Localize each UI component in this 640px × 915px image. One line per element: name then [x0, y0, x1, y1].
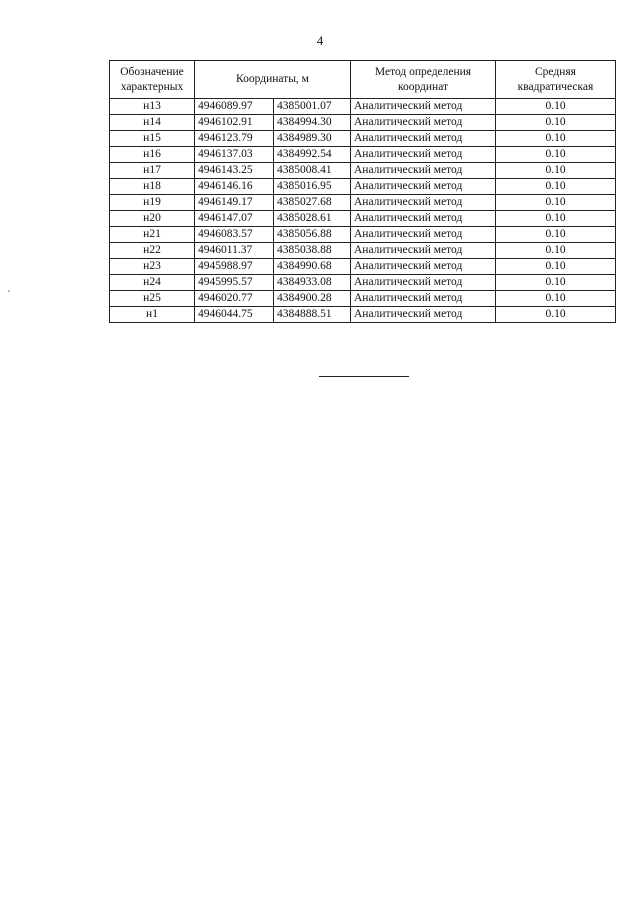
table-row	[110, 179, 616, 195]
point-cell: н22	[110, 243, 195, 259]
point-cell: н21	[110, 227, 195, 243]
method-cell: Аналитический метод	[351, 259, 496, 275]
x-coordinate-cell: 4945995.57	[195, 275, 274, 291]
x-coordinate-cell: 4946137.03	[195, 147, 274, 163]
point-cell: н25	[110, 291, 195, 307]
error-cell: 0.10	[496, 259, 616, 275]
x-coordinate-cell: 4946020.77	[195, 291, 274, 307]
method-cell: Аналитический метод	[351, 307, 496, 323]
point-cell: н24	[110, 275, 195, 291]
point-cell: н18	[110, 179, 195, 195]
point-cell: н16	[110, 147, 195, 163]
table-row	[110, 115, 616, 131]
page-number: 4	[316, 33, 324, 48]
table-row	[110, 227, 616, 243]
point-cell: н1	[110, 307, 195, 323]
y-coordinate-cell: 4384992.54	[274, 147, 351, 163]
table-row	[110, 99, 616, 115]
x-coordinate-cell: 4946143.25	[195, 163, 274, 179]
point-cell: н19	[110, 195, 195, 211]
error-cell: 0.10	[496, 291, 616, 307]
y-coordinate-cell: 4385001.07	[274, 99, 351, 115]
x-coordinate-cell: 4946149.17	[195, 195, 274, 211]
header-coordinates: Координаты, м	[195, 61, 351, 99]
error-cell: 0.10	[496, 99, 616, 115]
error-cell: 0.10	[496, 163, 616, 179]
y-coordinate-cell: 4385028.61	[274, 211, 351, 227]
x-coordinate-cell: 4946083.57	[195, 227, 274, 243]
error-cell: 0.10	[496, 195, 616, 211]
method-cell: Аналитический метод	[351, 291, 496, 307]
end-rule	[319, 376, 409, 377]
table-row	[110, 243, 616, 259]
y-coordinate-cell: 4385027.68	[274, 195, 351, 211]
y-coordinate-cell: 4384933.08	[274, 275, 351, 291]
method-cell: Аналитический метод	[351, 211, 496, 227]
x-coordinate-cell: 4946123.79	[195, 131, 274, 147]
table-row	[110, 195, 616, 211]
point-cell: н23	[110, 259, 195, 275]
error-cell: 0.10	[496, 115, 616, 131]
method-cell: Аналитический метод	[351, 163, 496, 179]
coordinates-table	[109, 60, 616, 323]
point-cell: н15	[110, 131, 195, 147]
table-row	[110, 147, 616, 163]
header-rmse: Средняя квадратическая	[496, 61, 616, 99]
table-row	[110, 307, 616, 323]
method-cell: Аналитический метод	[351, 195, 496, 211]
y-coordinate-cell: 4384888.51	[274, 307, 351, 323]
table-row	[110, 131, 616, 147]
method-cell: Аналитический метод	[351, 147, 496, 163]
error-cell: 0.10	[496, 211, 616, 227]
table-body	[110, 99, 616, 323]
error-cell: 0.10	[496, 147, 616, 163]
method-cell: Аналитический метод	[351, 115, 496, 131]
x-coordinate-cell: 4946147.07	[195, 211, 274, 227]
table-header-row	[110, 61, 616, 99]
header-designation: Обозначение характерных	[110, 61, 195, 99]
method-cell: Аналитический метод	[351, 131, 496, 147]
error-cell: 0.10	[496, 243, 616, 259]
y-coordinate-cell: 4384989.30	[274, 131, 351, 147]
error-cell: 0.10	[496, 131, 616, 147]
error-cell: 0.10	[496, 179, 616, 195]
y-coordinate-cell: 4384900.28	[274, 291, 351, 307]
point-cell: н14	[110, 115, 195, 131]
y-coordinate-cell: 4385016.95	[274, 179, 351, 195]
y-coordinate-cell: 4385008.41	[274, 163, 351, 179]
error-cell: 0.10	[496, 307, 616, 323]
x-coordinate-cell: 4946102.91	[195, 115, 274, 131]
point-cell: н13	[110, 99, 195, 115]
y-coordinate-cell: 4385038.88	[274, 243, 351, 259]
table-row	[110, 291, 616, 307]
x-coordinate-cell: 4946011.37	[195, 243, 274, 259]
y-coordinate-cell: 4385056.88	[274, 227, 351, 243]
method-cell: Аналитический метод	[351, 243, 496, 259]
error-cell: 0.10	[496, 227, 616, 243]
table-row	[110, 163, 616, 179]
table-row	[110, 259, 616, 275]
table-row	[110, 211, 616, 227]
scan-speck	[8, 290, 10, 292]
method-cell: Аналитический метод	[351, 99, 496, 115]
y-coordinate-cell: 4384994.30	[274, 115, 351, 131]
x-coordinate-cell: 4946044.75	[195, 307, 274, 323]
header-method: Метод определения координат	[351, 61, 496, 99]
error-cell: 0.10	[496, 275, 616, 291]
y-coordinate-cell: 4384990.68	[274, 259, 351, 275]
method-cell: Аналитический метод	[351, 227, 496, 243]
table-row	[110, 275, 616, 291]
x-coordinate-cell: 4946146.16	[195, 179, 274, 195]
method-cell: Аналитический метод	[351, 275, 496, 291]
method-cell: Аналитический метод	[351, 179, 496, 195]
point-cell: н20	[110, 211, 195, 227]
point-cell: н17	[110, 163, 195, 179]
x-coordinate-cell: 4946089.97	[195, 99, 274, 115]
x-coordinate-cell: 4945988.97	[195, 259, 274, 275]
